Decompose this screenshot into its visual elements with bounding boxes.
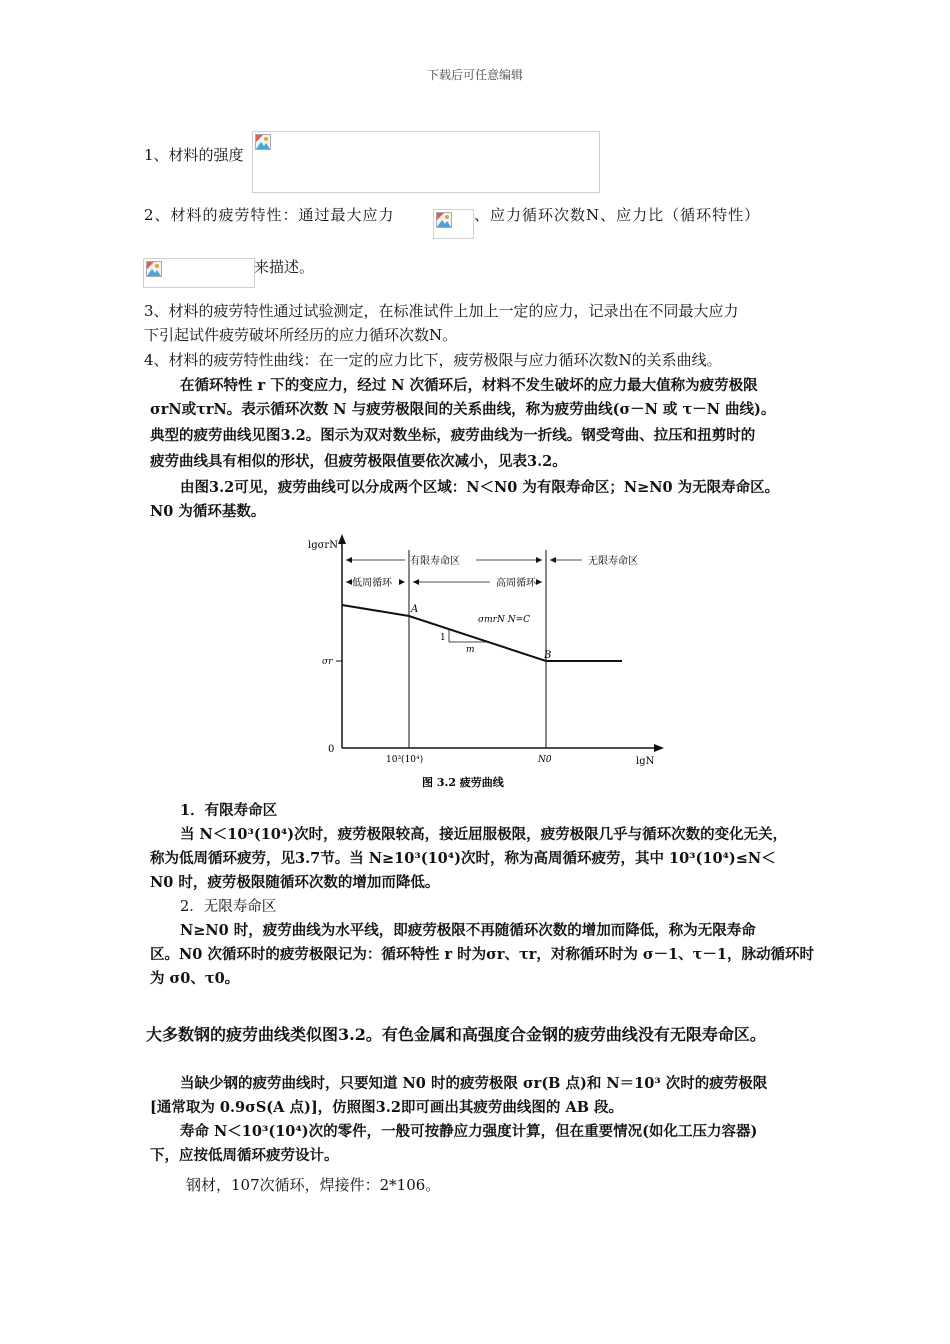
origin-label: 0 <box>328 744 335 755</box>
broken-image-formula-2 <box>433 209 474 239</box>
scan2-line-2: 称为低周循环疲劳，见3.7节。当 N≥10³(10⁴)次时，称为高周循环疲劳，其中 10³(10⁴)≤N＜ <box>150 850 776 867</box>
last-line: 钢材，107次循环，焊接件：2*106。 <box>186 1176 441 1194</box>
tick-label-2: N0 <box>538 755 552 765</box>
zone-arrowhead <box>346 557 352 563</box>
zone-arrowhead <box>413 579 419 585</box>
scan3-line-4: 下，应按低周循环疲劳设计。 <box>150 1147 339 1164</box>
x-axis-label: lgN <box>636 756 655 767</box>
sigma-r-label: σr <box>322 657 333 667</box>
scan3-line-1: 当缺少钢的疲劳曲线时，只要知道 N0 时的疲劳极限 σr(B 点)和 N＝10³ 次时的疲劳极限 <box>180 1075 768 1092</box>
item-2-text-c: 来描述。 <box>254 258 315 276</box>
figure-caption: 图 3.2 疲劳曲线 <box>422 776 504 789</box>
item-4-text: 4、材料的疲劳特性曲线：在一定的应力比下，疲劳极限与应力循环次数N的关系曲线。 <box>144 351 722 369</box>
scan1-line-6: N0 为循环基数。 <box>150 503 266 520</box>
scan2-heading-1: 1．有限寿命区 <box>180 802 278 819</box>
slope-m-label: m <box>466 645 475 655</box>
scan1-line-4: 疲劳曲线具有相似的形状，但疲劳极限值要依次减小，见表3.2。 <box>150 453 567 470</box>
zone-high-label: 高周循环 <box>496 578 536 589</box>
scan1-line-3: 典型的疲劳曲线见图3.2。图示为双对数坐标，疲劳曲线为一折线。钢受弯曲、拉压和扭剪时的 <box>150 427 756 444</box>
scan1-line-5: 由图3.2可见，疲劳曲线可以分成两个区域：N＜N0 为有限寿命区；N≥N0 为无限寿命区。 <box>180 479 780 496</box>
zone-low-label: 低周循环 <box>352 578 392 589</box>
scan3-line-2: [通常取为 0.9σS(A 点)]，仿照图3.2即可画出其疲劳曲线图的 AB 段。 <box>150 1099 624 1116</box>
scan2-line-6: 为 σ0、τ0。 <box>150 970 240 987</box>
zone-arrowhead <box>536 579 542 585</box>
broken-image-icon <box>255 134 271 150</box>
zone-infinite-label: 无限寿命区 <box>588 556 638 567</box>
scan1-line-1: 在循环特性 r 下的变应力，经过 N 次循环后，材料不发生破坏的应力最大值称为疲劳极限 <box>180 377 758 394</box>
scan3-line-3: 寿命 N＜10³(10⁴)次的零件，一般可按静应力强度计算，但在重要情况(如化工压力容器) <box>180 1123 758 1140</box>
scan1-line-2: σrN或τrN。表示循环次数 N 与疲劳极限间的关系曲线，称为疲劳曲线(σ－N 或 τ－N 曲线)。 <box>150 401 776 418</box>
x-axis-arrow <box>654 744 664 752</box>
y-axis-arrow <box>338 534 346 544</box>
broken-image-formula-3 <box>143 258 255 288</box>
zone-arrowhead <box>399 579 405 585</box>
broken-image-icon <box>436 212 452 228</box>
y-axis-label: lgσrN <box>308 540 338 551</box>
fatigue-curve <box>342 605 622 661</box>
point-b-label: B <box>544 650 552 661</box>
item-2-text-b: 、应力循环次数N、应力比（循环特性） <box>474 206 761 224</box>
item-1-text: 1、材料的强度 <box>144 146 244 164</box>
point-a-label: A <box>411 604 419 615</box>
scan2-heading-2: 2．无限寿命区 <box>180 899 277 915</box>
page-header: 下载后可任意编辑 <box>426 68 523 82</box>
tick-label-1: 10³(10⁴) <box>386 755 424 765</box>
broken-image-formula-1 <box>252 131 600 193</box>
item-3-line-2: 下引起试件疲劳破坏所经历的应力循环次数N。 <box>144 326 458 344</box>
scan2-line-4: N≥N0 时，疲劳曲线为水平线，即疲劳极限不再随循环次数的增加而降低，称为无限寿命 <box>180 922 756 939</box>
zone-arrowhead <box>550 557 556 563</box>
slope-one-label: 1 <box>440 633 446 643</box>
zone-arrowhead <box>536 557 542 563</box>
zone-finite-label: 有限寿命区 <box>410 556 460 567</box>
summary-line: 大多数钢的疲劳曲线类似图3.2。有色金属和高强度合金钢的疲劳曲线没有无限寿命区。 <box>146 1025 766 1044</box>
curve-equation: σmrN N=C <box>478 615 531 625</box>
broken-image-icon <box>146 261 162 277</box>
fatigue-curve-figure <box>300 530 670 795</box>
item-2-text-a: 2、材料的疲劳特性：通过最大应力 <box>144 206 395 224</box>
scan2-line-1: 当 N＜10³(10⁴)次时，疲劳极限较高，接近屈服极限，疲劳极限几乎与循环次数的变化无关， <box>180 826 788 843</box>
item-3-line-1: 3、材料的疲劳特性通过试验测定，在标准试件上加上一定的应力，记录出在不同最大应力 <box>144 302 739 320</box>
scan2-line-5: 区。N0 次循环时的疲劳极限记为：循环特性 r 时为σr、τr，对称循环时为 σ－1、τ－1，脉动循环时 <box>150 946 815 963</box>
scan2-line-3: N0 时，疲劳极限随循环次数的增加而降低。 <box>150 874 440 891</box>
